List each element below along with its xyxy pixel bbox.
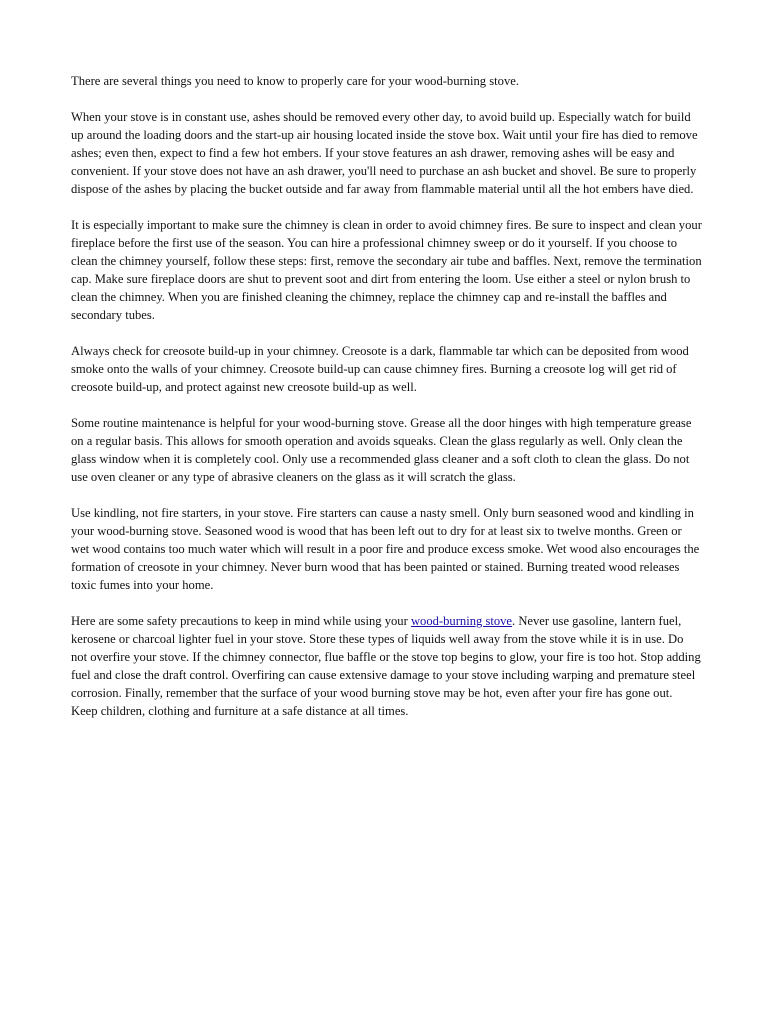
paragraph-chimney-cleaning: It is especially important to make sure the chimney is clean in order to avoid chimney fires. Be sure to inspect and clean your fireplace before the first use of the season. You can hire a professional chimney sweep or do it yourself. If you choose to clean the chimney yourself, follow these steps: first, remove the secondary air tube and baffles. Next, remove the termination cap. Make sure fireplace doors are shut to prevent soot and dirt from entering the loom. Use either a steel or nylon brush to clean the chimney. When you are finished cleaning the chimney, replace the chimney cap and re-install the baffles and secondary tubes. [71,218,702,322]
wood-burning-stove-link[interactable]: wood-burning stove [410,614,513,628]
document-body [71,72,702,720]
safety-text-end: . Never use gasoline, lantern fuel, kerosene or charcoal lighter fuel in your stove. Store these types of liquids well away from the stove while it is in use. Do not overfire your stove. If the chimney connector, flue baffle or the stove top begins to glow, your fire is too hot. Stop adding fuel and close the draft control. Overfiring can cause extensive damage to your stove including warping and premature steel corrosion. Finally, remember that the surface of your wood burning stove may be hot, even after your fire has gone out. Keep children, clothing and furniture at a safe distance at all times. [71,614,701,718]
paragraph-safety [71,612,702,720]
paragraph-maintenance: Some routine maintenance is helpful for your wood-burning stove. Grease all the door hinges with high temperature grease on a regular basis. This allows for smooth operation and avoids squeaks. Clean the glass regularly as well. Only clean the glass window when it is completely cool. Only use a recommended glass cleaner and a soft cloth to clean the glass. Do not use oven cleaner or any type of abrasive cleaners on the glass as it will scratch the glass. [71,416,692,484]
paragraph-kindling: Use kindling, not fire starters, in your stove. Fire starters can cause a nasty smell. Only burn seasoned wood and kindling in your wood-burning stove. Seasoned wood is wood that has been left out to dry for at least six to twelve months. Green or wet wood contains too much water which will result in a poor fire and produce excess smoke. Wet wood also encourages the formation of creosote in your chimney. Never burn wood that has been painted or stained. Burning treated wood releases toxic fumes into your home. [71,506,700,592]
paragraph-ashes: When your stove is in constant use, ashes should be removed every other day, to avoid build up. Especially watch for build up around the loading doors and the start-up air housing located inside the stove box. Wait until your fire has died to remove ashes; even then, expect to find a few hot embers. If your stove features an ash drawer, removing ashes will be easy and convenient. If your stove does not have an ash drawer, you'll need to purchase an ash bucket and shovel. Be sure to properly dispose of the ashes by placing the bucket outside and far away from flammable material until all the hot embers have died. [71,110,698,196]
paragraph-creosote: Always check for creosote build-up in your chimney. Creosote is a dark, flammable tar which can be deposited from wood smoke onto the walls of your chimney. Creosote build-up can cause chimney fires. Burning a creosote log will get rid of creosote build-up, and protect against new creosote build-up as well. [71,344,689,394]
safety-text-start: Here are some safety precautions to keep in mind while using your [71,614,411,628]
paragraph-intro: There are several things you need to know to properly care for your wood-burning stove. [71,74,519,88]
